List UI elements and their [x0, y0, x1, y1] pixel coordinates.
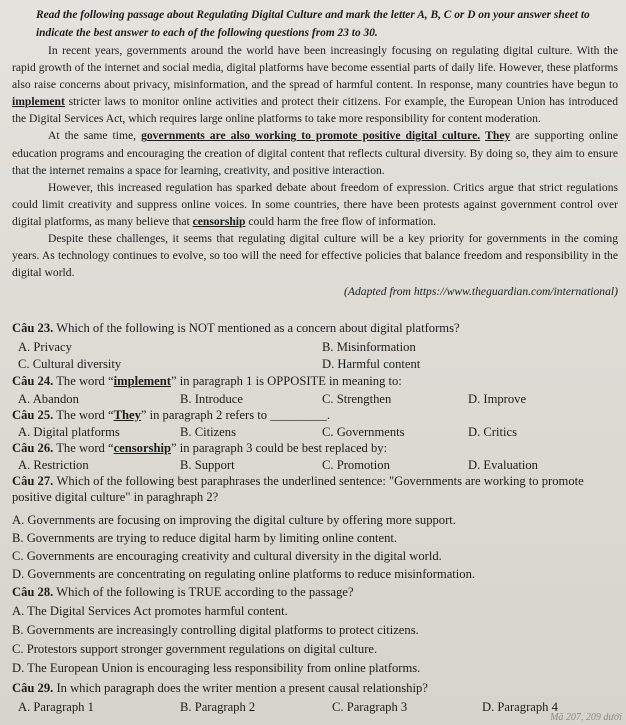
- source-citation: (Adapted from https://www.theguardian.com/international): [344, 285, 618, 299]
- option-a[interactable]: A. Privacy: [18, 340, 72, 354]
- option-c[interactable]: C. Paragraph 3: [332, 700, 408, 714]
- paragraph-1: In recent years, governments around the world have been increasingly focusing on regulating digital culture. With the rapid growth of the internet and social media, digital platforms have become essential parts of daily life. However, these platforms also raise concerns about privacy, misinformation, and the spread of harmful content. In response, many countries have begun to implement stricter laws to monitor online activities and protect their citizens. For example, the European Union has introduced the Digital Services Act, which requires large online platforms to take more responsibility for content moderation.: [12, 44, 618, 126]
- option-a[interactable]: A. Governments are focusing on improving the digital culture by offering more support.: [12, 513, 456, 527]
- question-26: Câu 26. The word “censorship” in paragraph 3 could be best replaced by:: [12, 441, 388, 455]
- option-d[interactable]: D. The European Union is encouraging less responsibility from online platforms.: [12, 661, 421, 675]
- option-a[interactable]: A. Abandon: [18, 392, 79, 406]
- question-28: Câu 28. Which of the following is TRUE according to the passage?: [12, 585, 354, 599]
- option-b[interactable]: B. Governments are increasingly controlling digital platforms to protect citizens.: [12, 623, 419, 637]
- option-c[interactable]: C. Promotion: [322, 458, 390, 472]
- option-b[interactable]: B. Citizens: [180, 425, 236, 439]
- option-a[interactable]: A. Paragraph 1: [18, 700, 94, 714]
- paragraph-3: However, this increased regulation has sparked debate about freedom of expression. Critics argue that strict regulations could limit creativity and suppress online voices. In some countries, there have been protests against government control over digital platforms, as many believe that censorship could harm the free flow of information.: [12, 180, 618, 228]
- question-24: Câu 24. The word “implement” in paragraph 1 is OPPOSITE in meaning to:: [12, 374, 402, 388]
- keyword-they: They: [485, 129, 511, 143]
- option-c[interactable]: C. Governments are encouraging creativity and cultural diversity in the digital world.: [12, 549, 442, 563]
- paragraph-2: At the same time, governments are also working to promote positive digital culture. They are supporting online education programs and encouraging the creation of digital content that reflects cultural diversity. By doing so, they aim to ensure that the internet remains a space for learning, creativity, and positive interaction.: [12, 129, 618, 177]
- underlined-sentence: governments are also working to promote positive digital culture.: [141, 129, 481, 143]
- option-b[interactable]: B. Paragraph 2: [180, 700, 256, 714]
- option-a[interactable]: A. Restriction: [18, 458, 89, 472]
- option-d[interactable]: D. Paragraph 4: [482, 700, 558, 714]
- question-25: Câu 25. The word “They” in paragraph 2 refers to _________.: [12, 408, 331, 422]
- option-b[interactable]: B. Misinformation: [322, 340, 416, 354]
- instructions: Read the following passage about Regulating Digital Culture and mark the letter A, B, C or D on your answer sheet to indicate the best answer to each of the following questions from 23 to 30.: [36, 9, 590, 39]
- option-d[interactable]: D. Evaluation: [468, 458, 538, 472]
- option-d[interactable]: D. Critics: [468, 425, 517, 439]
- question-23: Câu 23. Which of the following is NOT mentioned as a concern about digital platforms?: [12, 321, 460, 335]
- option-a[interactable]: A. Digital platforms: [18, 425, 120, 439]
- option-a[interactable]: A. The Digital Services Act promotes harmful content.: [12, 604, 288, 618]
- option-c[interactable]: C. Cultural diversity: [18, 357, 122, 371]
- option-b[interactable]: B. Governments are trying to reduce digital harm by limiting online content.: [12, 531, 398, 545]
- question-27: Câu 27. Which of the following best paraphrases the underlined sentence: "Governments are working to promote positive digital culture" in paraghraph 2?: [12, 474, 584, 504]
- option-c[interactable]: C. Strengthen: [322, 392, 392, 406]
- footer-fragment: Mã 207, 209 dưới: [550, 712, 622, 723]
- option-c[interactable]: C. Protestors support stronger government regulations on digital culture.: [12, 642, 378, 656]
- option-c[interactable]: C. Governments: [322, 425, 405, 439]
- option-d[interactable]: D. Harmful content: [322, 357, 421, 371]
- option-b[interactable]: B. Support: [180, 458, 235, 472]
- keyword-implement: implement: [12, 95, 65, 109]
- option-d[interactable]: D. Improve: [468, 392, 527, 406]
- option-b[interactable]: B. Introduce: [180, 392, 243, 406]
- question-29: Câu 29. In which paragraph does the writer mention a present causal relationship?: [12, 681, 428, 695]
- keyword-censorship: censorship: [192, 214, 246, 228]
- paragraph-4: Despite these challenges, it seems that regulating digital culture will be a key priority for governments in the coming years. As technology continues to evolve, so too will the need for effective policies that balance freedom and responsibility in the digital world.: [12, 232, 618, 280]
- option-d[interactable]: D. Governments are concentrating on regulating online platforms to reduce misinformation.: [12, 567, 476, 581]
- reading-passage: [12, 42, 618, 300]
